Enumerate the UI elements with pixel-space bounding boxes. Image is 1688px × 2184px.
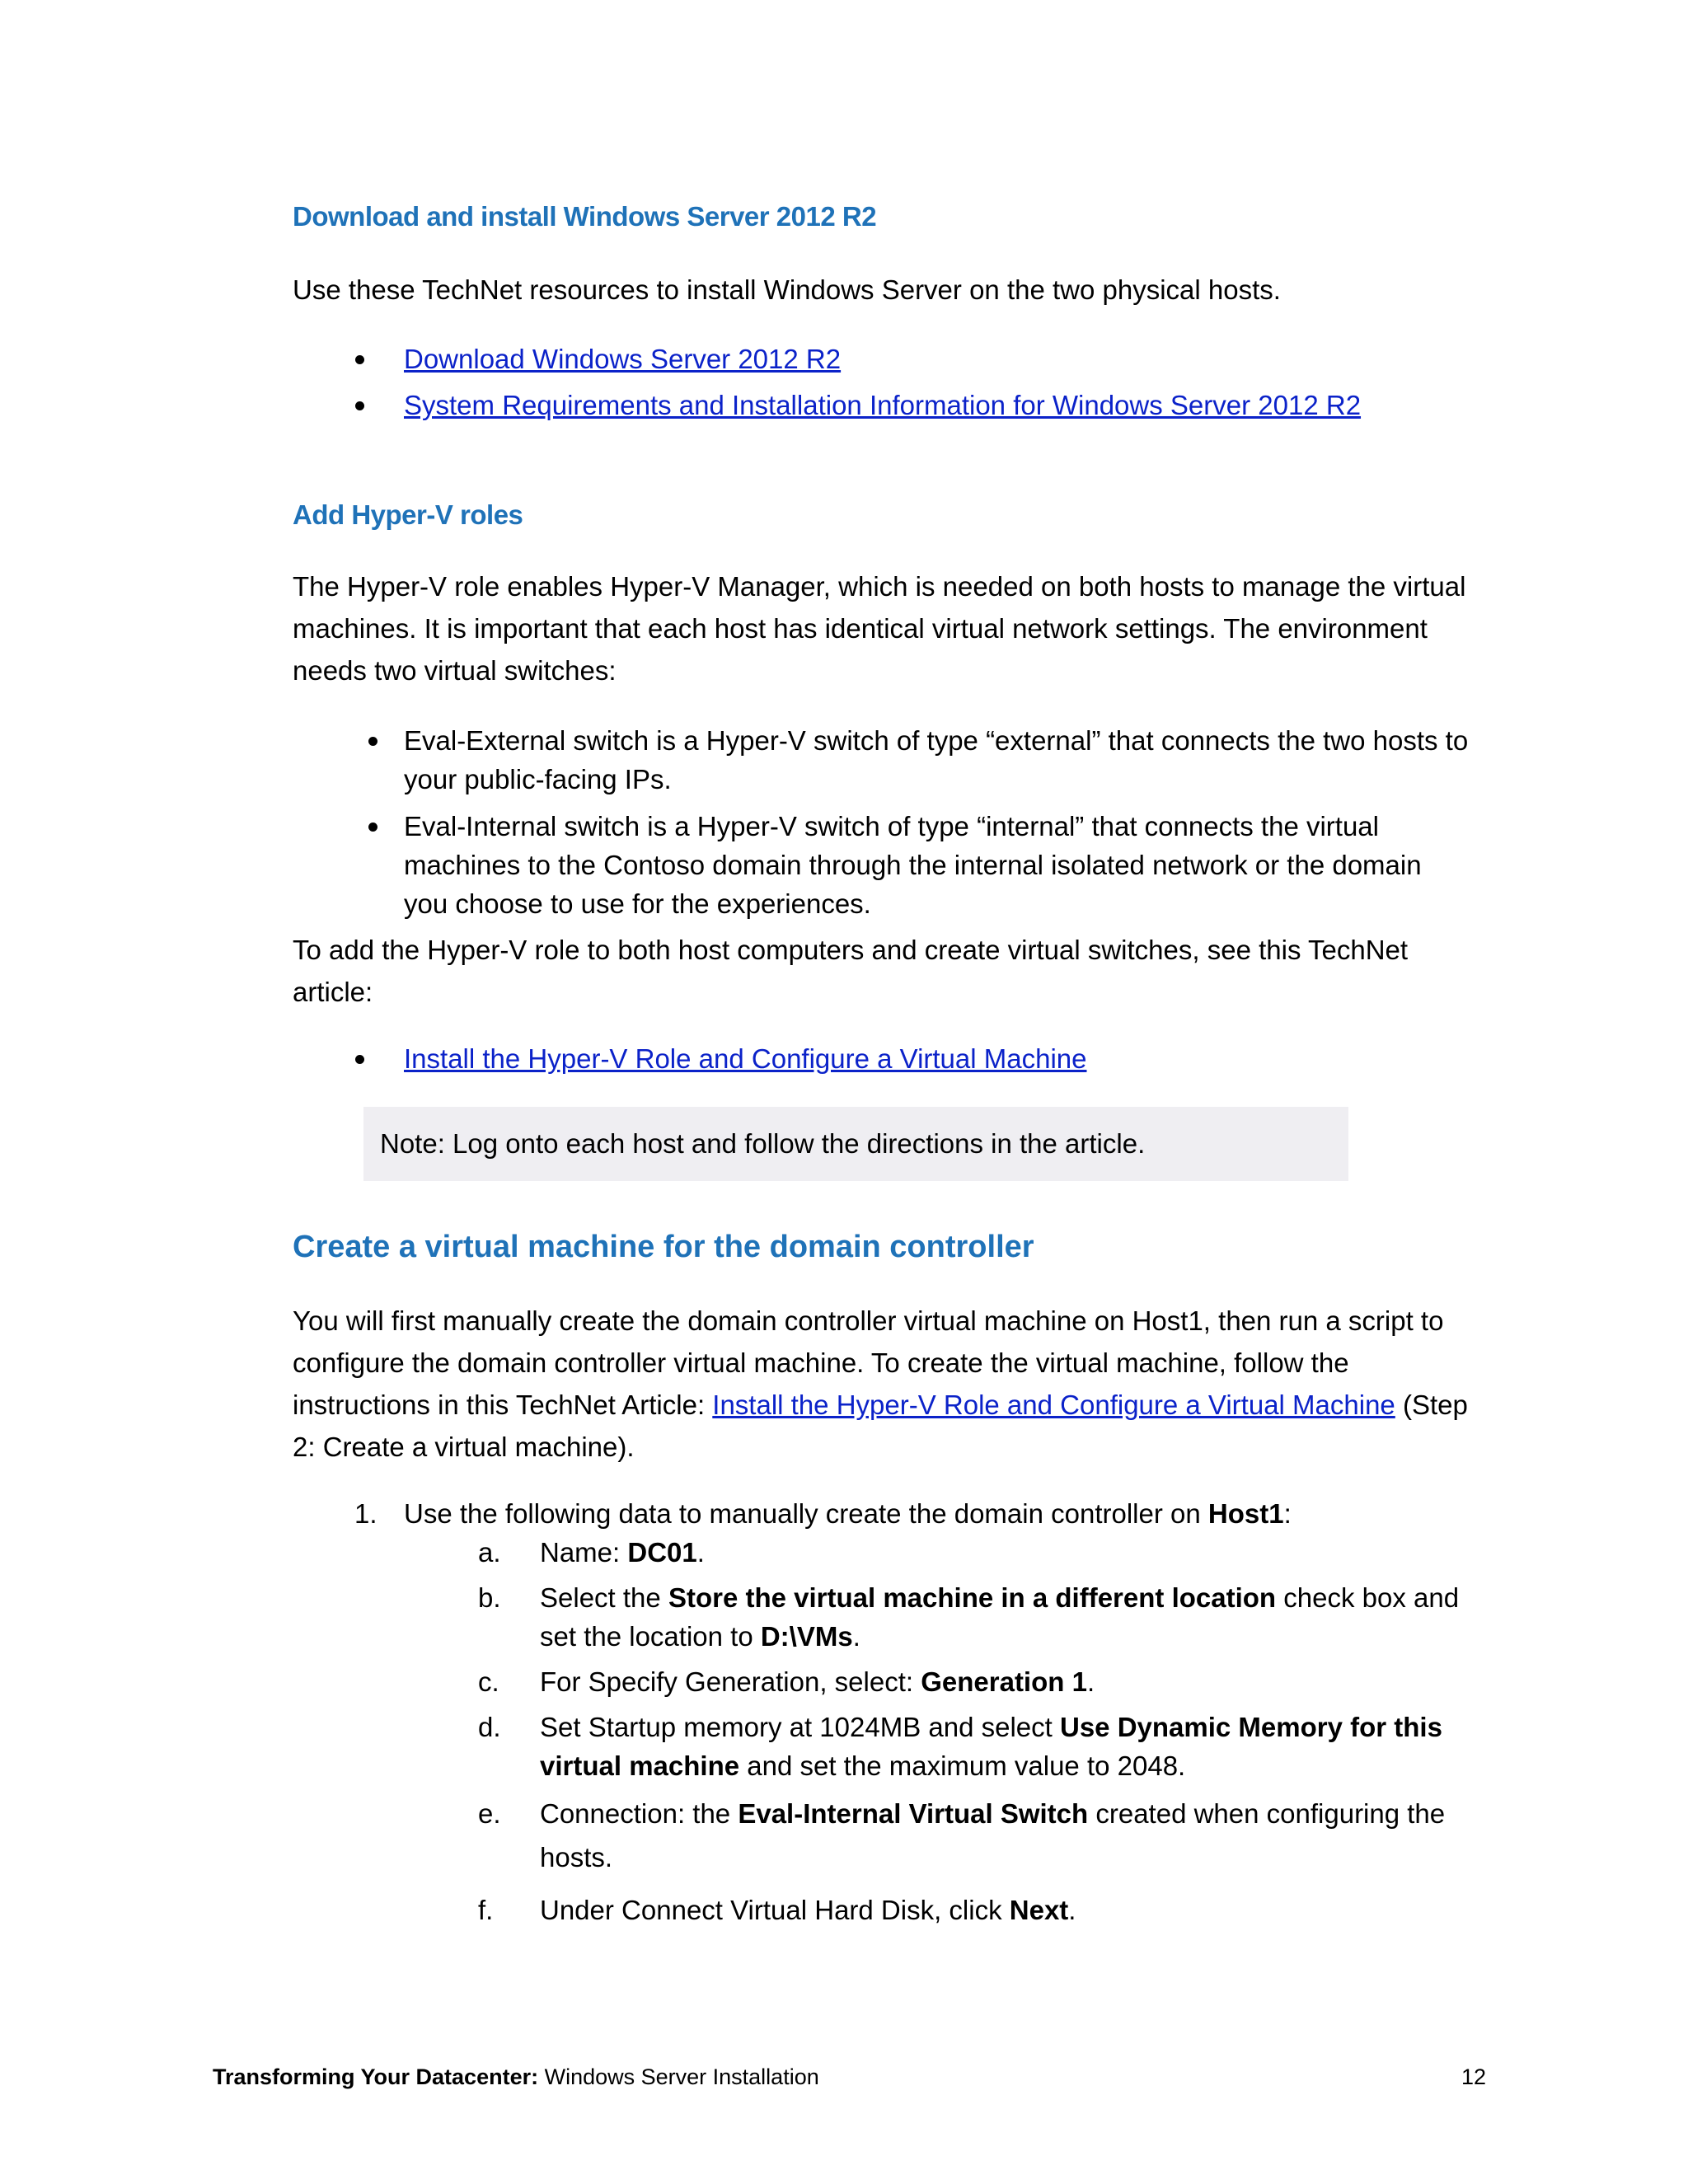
substep-letter: b.: [478, 1582, 501, 1613]
substep-text: Connection: the: [540, 1798, 738, 1829]
page-number: 12: [1461, 2064, 1486, 2089]
substep-text: created when configuring the hosts.: [540, 1798, 1446, 1872]
footer-title-bold: Transforming Your Datacenter:: [213, 2064, 539, 2089]
intro-text-end: (Step 2: Create a virtual machine).: [293, 1390, 1468, 1462]
switch-description: Eval-Internal switch is a Hyper-V switch of type “internal” that connects the virtual machines to the Contoso domain through the internal isolated network or the domain you choose to use for the experiences.: [404, 811, 1422, 919]
substep-text: and set the maximum value to 2048.: [739, 1750, 1186, 1781]
heading-add-hyperv-roles: Add Hyper-V roles: [293, 499, 523, 530]
bullet-icon: [368, 823, 377, 832]
heading-create-vm-dc: Create a virtual machine for the domain controller: [293, 1230, 1034, 1264]
step-text-end: :: [1283, 1498, 1292, 1529]
heading-download-install: Download and install Windows Server 2012 R2: [293, 201, 877, 232]
switch-description: Eval-External switch is a Hyper-V switch of type “external” that connects the two hosts to your public-facing IPs.: [404, 725, 1469, 794]
list-item: [293, 386, 1488, 424]
substep-text: Under Connect Virtual Hard Disk, click: [540, 1895, 1010, 1925]
substep-text: Set Startup memory at 1024MB and select: [540, 1712, 1060, 1742]
link-system-requirements[interactable]: System Requirements and Installation Information for Windows Server 2012 R2: [404, 390, 1362, 420]
substep-text: .: [852, 1621, 860, 1652]
substep-letter: c.: [478, 1666, 499, 1697]
substep-letter: d.: [478, 1712, 501, 1742]
substep-text: .: [1068, 1895, 1076, 1925]
substep-text: For Specify Generation, select:: [540, 1666, 921, 1697]
list-item-eval-external: [293, 721, 1471, 799]
substep-letter: f.: [478, 1895, 494, 1925]
substep-bold: Next: [1009, 1895, 1069, 1925]
substep-text: check box and set the location to: [540, 1582, 1460, 1652]
substep-b: [293, 1578, 1488, 1656]
substep-bold: Eval-Internal Virtual Switch: [738, 1798, 1089, 1829]
create-vm-intro: [293, 1300, 1488, 1468]
substep-bold: D:\VMs: [760, 1621, 853, 1652]
link-download-windows-server[interactable]: Download Windows Server 2012 R2: [404, 344, 842, 374]
bullet-icon: [355, 1055, 364, 1064]
substep-text: Name:: [540, 1537, 628, 1568]
article-link-list: [293, 1039, 1488, 1078]
substep-text: .: [696, 1537, 705, 1568]
bullet-icon: [368, 737, 377, 746]
list-item-eval-internal: [293, 807, 1471, 923]
download-link-list: [293, 340, 1488, 424]
substep-c: [293, 1662, 1488, 1701]
substep-text: Select the: [540, 1582, 668, 1613]
substep-bold: Use Dynamic Memory for this virtual machine: [540, 1712, 1442, 1781]
step-1: [293, 1494, 1488, 1533]
add-role-text: To add the Hyper-V role to both host computers and create virtual switches, see this TechNet article:: [293, 935, 1409, 1007]
substep-bold: Store the virtual machine in a different location: [668, 1582, 1277, 1613]
bullet-icon: [355, 355, 364, 364]
page-footer: [213, 2062, 1486, 2092]
substep-text: .: [1086, 1666, 1095, 1697]
note-box: Note: Log onto each host and follow the directions in the article.: [363, 1107, 1348, 1181]
substep-bold: Generation 1: [921, 1666, 1087, 1697]
step-number: 1.: [354, 1498, 377, 1529]
substep-e: [293, 1792, 1488, 1879]
list-item: [293, 340, 1488, 378]
switch-list: [293, 721, 1488, 931]
link-install-hyperv-role[interactable]: Install the Hyper-V Role and Configure a Virtual Machine: [404, 1043, 1087, 1074]
footer-title: Windows Server Installation: [538, 2064, 819, 2089]
list-item: [293, 1039, 1488, 1078]
substep-f: [293, 1891, 1488, 1929]
bullet-icon: [355, 401, 364, 410]
step-text: Use the following data to manually create the domain controller on: [404, 1498, 1208, 1529]
substep-a: [293, 1533, 1488, 1572]
link-install-hyperv-role-inline[interactable]: Install the Hyper-V Role and Configure a Virtual Machine: [712, 1390, 1395, 1420]
hyperv-intro: The Hyper-V role enables Hyper-V Manager, which is needed on both hosts to manage the virtual machines. It is important that each host has identical virtual network settings. The environment needs two virtual switches:: [293, 571, 1466, 686]
substep-letter: e.: [478, 1798, 501, 1829]
intro-text: You will first manually create the domain controller virtual machine on Host1, then run a script to configure the domain controller virtual machine. To create the virtual machine, follow the instructions in this TechNet Article:: [293, 1305, 1444, 1420]
substep-d: [293, 1708, 1488, 1785]
substep-bold: DC01: [627, 1537, 697, 1568]
substep-letter: a.: [478, 1537, 501, 1568]
step-host: Host1: [1207, 1498, 1284, 1529]
download-intro: Use these TechNet resources to install Windows Server on the two physical hosts.: [293, 274, 1281, 305]
steps-list: [293, 1494, 1488, 1929]
